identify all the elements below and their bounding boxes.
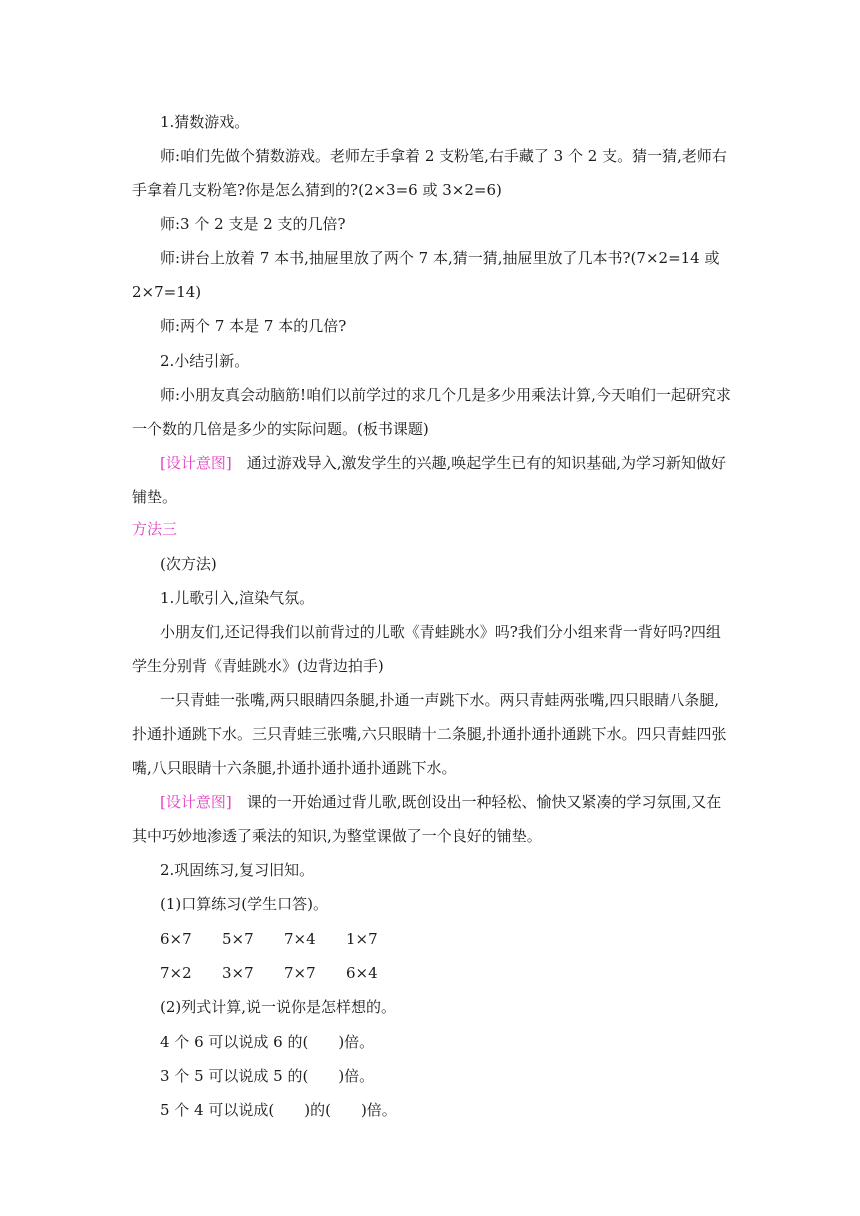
section-heading-song: 1.儿歌引入,渲染气氛。: [160, 589, 315, 607]
fill-blank-1: 4 个 6 可以说成 6 的( )倍。: [160, 1033, 375, 1051]
question-multiple-of-7: 师:两个 7 本是 7 本的几倍?: [160, 317, 347, 335]
section-heading-review: 2.巩固练习,复习旧知。: [160, 861, 315, 879]
paragraph-frog-song: 一只青蛙一张嘴,两只眼睛四条腿,扑通一声跳下水。两只青蛙两张嘴,四只眼睛八条腿,扑通扑通跳下水。三只青蛙三张嘴,六只眼睛十二条腿,扑通扑通扑通跳下水。四只青蛙四张嘴,八只眼睛十六条腿,扑通扑通扑通扑通跳下水。: [132, 691, 727, 777]
calc-item: 7×4: [284, 930, 316, 948]
paragraph-guess-books: 师:讲台上放着 7 本书,抽屉里放了两个 7 本,猜一猜,抽屉里放了几本书?(7×2=14 或 2×7=14): [132, 249, 720, 301]
calc-item: 7×7: [284, 964, 316, 982]
calc-item: 6×4: [346, 964, 378, 982]
fill-blank-3: 5 个 4 可以说成( )的( )倍。: [160, 1101, 397, 1119]
design-intent-2: [132, 785, 732, 853]
design-intent-tag: [设计意图]: [160, 454, 232, 472]
section-heading-guess-game: 1.猜数游戏。: [160, 113, 250, 131]
calc-item: 7×2: [160, 964, 192, 982]
oral-calc-row-2: [160, 963, 760, 983]
calc-item: 3×7: [222, 964, 254, 982]
written-calc-heading: (2)列式计算,说一说你是怎样想的。: [160, 998, 397, 1016]
calc-item: 6×7: [160, 930, 192, 948]
design-intent-text: 课的一开始通过背儿歌,既创设出一种轻松、愉快又紧凑的学习氛围,又在其中巧妙地渗透了乘法的知识,为整堂课做了一个良好的铺垫。: [132, 793, 722, 845]
oral-calc-heading: (1)口算练习(学生口答)。: [160, 895, 328, 913]
design-intent-text: 通过游戏导入,激发学生的兴趣,唤起学生已有的知识基础,为学习新知做好铺垫。: [132, 454, 727, 506]
calc-item: 5×7: [222, 930, 254, 948]
sub-method-label: (次方法): [160, 555, 217, 573]
design-intent-1: [132, 446, 732, 514]
calc-item: 1×7: [346, 930, 378, 948]
fill-blank-2: 3 个 5 可以说成 5 的( )倍。: [160, 1067, 375, 1085]
method-three-heading: 方法三: [132, 520, 178, 538]
paragraph-summary: 师:小朋友真会动脑筋!咱们以前学过的求几个几是多少用乘法计算,今天咱们一起研究求一个数的几倍是多少的实际问题。(板书课题): [132, 386, 731, 438]
paragraph-song-intro: 小朋友们,还记得我们以前背过的儿歌《青蛙跳水》吗?我们分小组来背一背好吗?四组学生分别背《青蛙跳水》(边背边拍手): [132, 623, 721, 675]
question-multiple-of-2: 师:3 个 2 支是 2 支的几倍?: [160, 215, 346, 233]
oral-calc-row-1: [160, 929, 760, 949]
paragraph-guess-chalk: 师:咱们先做个猜数游戏。老师左手拿着 2 支粉笔,右手藏了 3 个 2 支。猜一猜,老师右手拿着几支粉笔?你是怎么猜到的?(2×3=6 或 3×2=6): [132, 147, 727, 199]
design-intent-tag: [设计意图]: [160, 793, 232, 811]
section-heading-summary: 2.小结引新。: [160, 352, 250, 370]
